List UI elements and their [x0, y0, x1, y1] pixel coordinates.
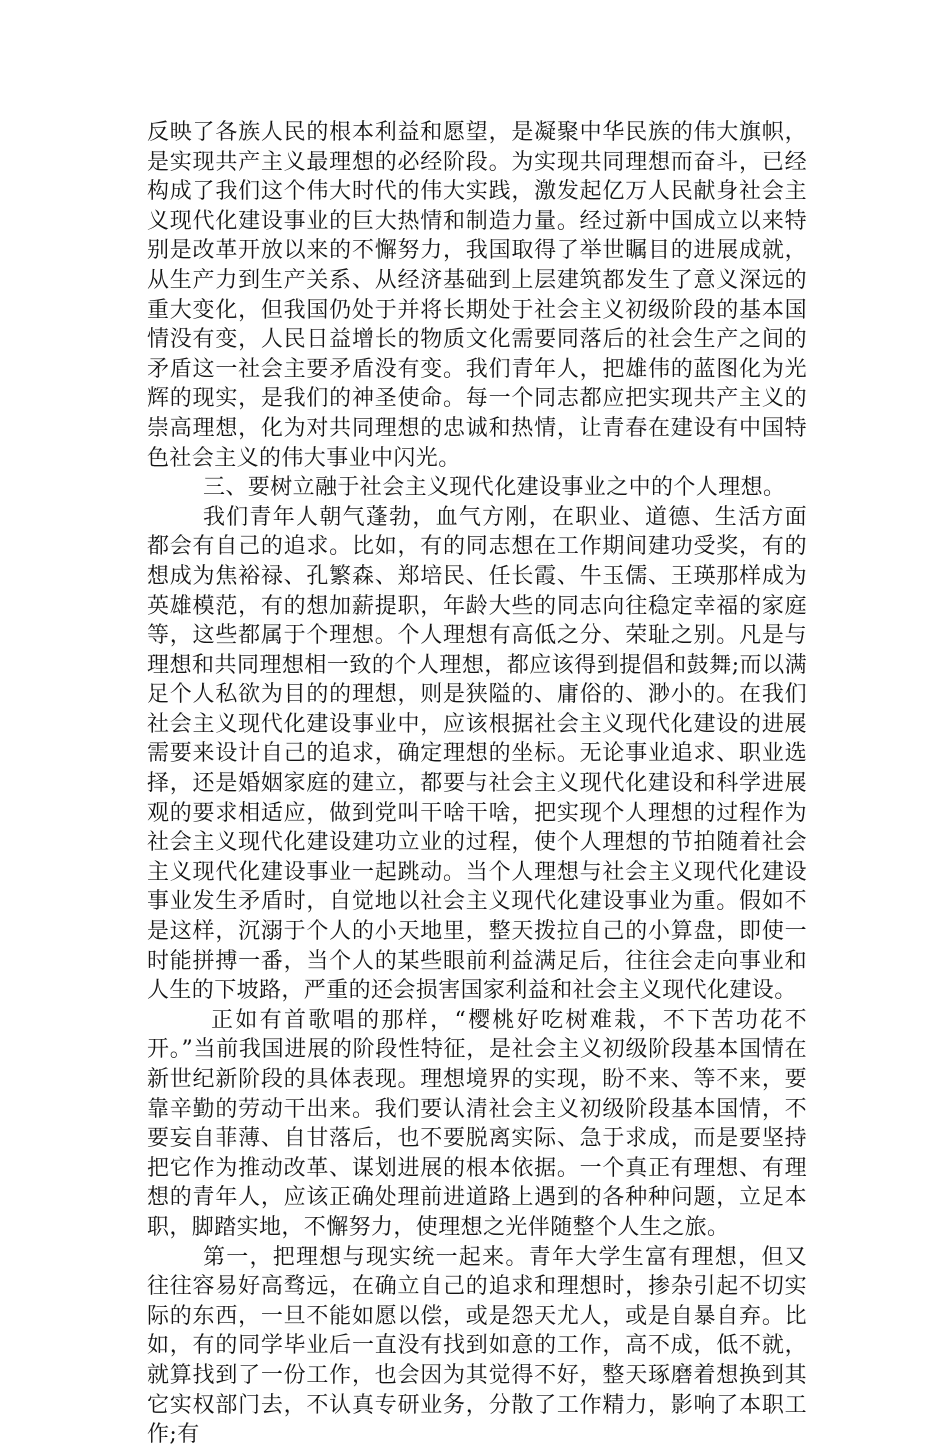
paragraph-first-point: 第一，把理想与现实统一起来。青年大学生富有理想，但又往往容易好高骛远，在确立自己的追求和理想时，掺杂引起不切实际的东西，一旦不能如愿以偿，或是怨天尤人，或是自暴自弃。比如，有的同学毕业后一直没有找到如意的工作，高不成，低不就，就算找到了一份工作，也会因为其觉得不好，整天琢磨着想换到其它实权部门去，不认真专研业务，分散了工作精力，影响了本职工作;有	[147, 1244, 807, 1448]
section-heading: 三、要树立融于社会主义现代化建设事业之中的个人理想。	[203, 475, 786, 501]
paragraph-personal-ideals: 我们青年人朝气蓬勃，血气方刚，在职业、道德、生活方面都会有自己的追求。比如，有的同志想在工作期间建功受奖，有的想成为焦裕禄、孔繁森、郑培民、任长霞、牛玉儒、王瑛那样成为英雄模范，有的想加薪提职，年龄大些的同志向往稳定幸福的家庭等，这些都属于个理想。个人理想有高低之分、荣耻之别。凡是与理想和共同理想相一致的个人理想，都应该得到提倡和鼓舞;而以满足个人私欲为目的的理想，则是狭隘的、庸俗的、渺小的。在我们社会主义现代化建设事业中，应该根据社会主义现代化建设的进展需要来设计自己的追求，确定理想的坐标。无论事业追求、职业选择，还是婚姻家庭的建立，都要与社会主义现代化建设和科学进展观的要求相适应，做到党叫干啥干啥，把实现个人理想的过程作为社会主义现代化建设建功立业的过程，使个人理想的节拍随着社会主义现代化建设事业一起跳动。当个人理想与社会主义现代化建设事业发生矛盾时，自觉地以社会主义现代化建设事业为重。假如不是这样，沉溺于个人的小天地里，整天拨拉自己的小算盘，即使一时能拼搏一番，当个人的某些眼前利益满足后，往往会走向事业和人生的下坡路，严重的还会损害国家利益和社会主义现代化建设。	[147, 504, 807, 1004]
paragraph-continued: 反映了各族人民的根本利益和愿望，是凝聚中华民族的伟大旗帜，是实现共产主义最理想的必经阶段。为实现共同理想而奋斗，已经构成了我们这个伟大时代的伟大实践，激发起亿万人民献身社会主义现代化建设事业的巨大热情和制造力量。经过新中国成立以来特别是改革开放以来的不懈努力，我国取得了举世瞩目的进展成就，从生产力到生产关系、从经济基础到上层建筑都发生了意义深远的重大变化，但我国仍处于并将长期处于社会主义初级阶段的基本国情没有变，人民日益增长的物质文化需要同落后的社会生产之间的矛盾这一社会主要矛盾没有变。我们青年人，把雄伟的蓝图化为光辉的现实，是我们的神圣使命。每一个同志都应把实现共产主义的崇高理想，化为对共同理想的忠诚和热情，让青春在建设有中国特色社会主义的伟大事业中闪光。	[147, 120, 807, 471]
document-page	[147, 118, 807, 1450]
paragraph-song-quote: 正如有首歌唱的那样，“樱桃好吃树难栽，不下苦功花不开。”当前我国进展的阶段性特征，是社会主义初级阶段基本国情在新世纪新阶段的具体表现。理想境界的实现，盼不来、等不来，要靠辛勤的劳动干出来。我们要认清社会主义初级阶段基本国情，不要妄自菲薄、自甘落后，也不要脱离实际、急于求成，而是要坚持把它作为推动改革、谋划进展的根本依据。一个真正有理想、有理想的青年人，应该正确处理前进道路上遇到的各种种问题，立足本职，脚踏实地，不懈努力，使理想之光伴随整个人生之旅。	[147, 1007, 807, 1240]
